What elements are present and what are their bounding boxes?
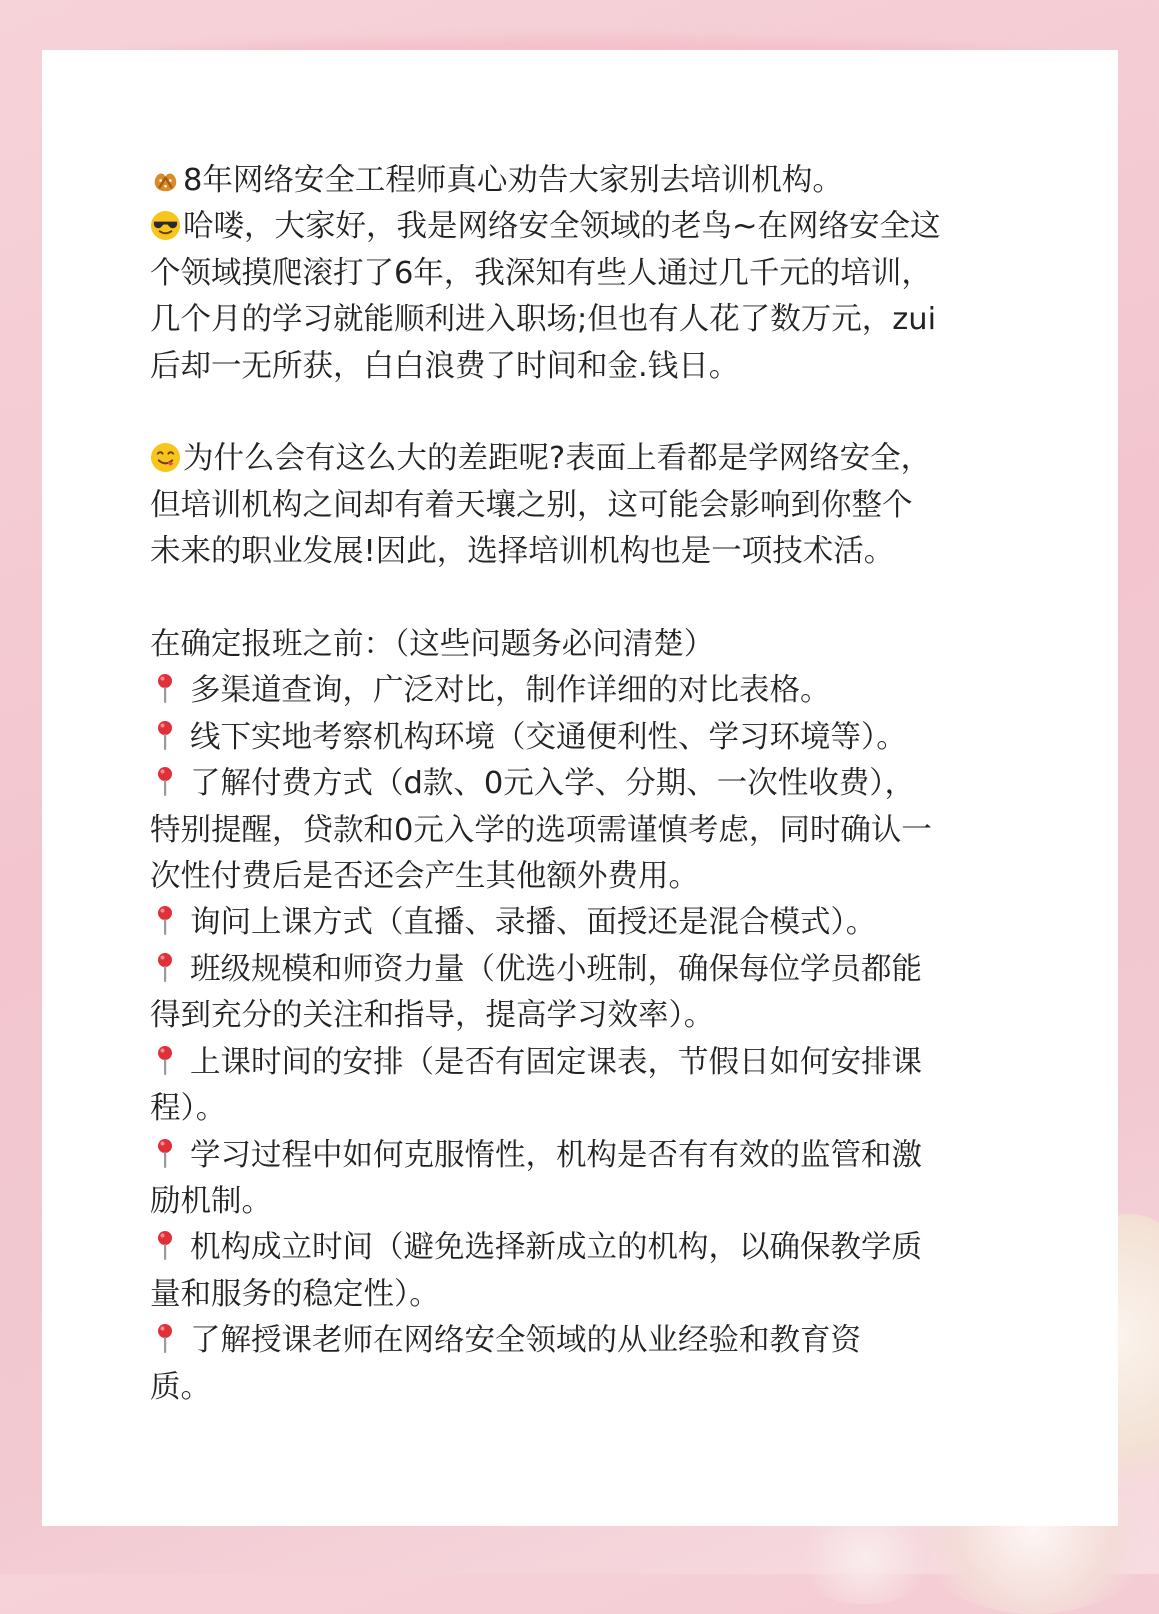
checklist-item-line — [150, 947, 1020, 993]
checklist-item-text: 程）。 — [150, 1091, 227, 1127]
checklist-item-text: 线下实地考察机构环境（交通便利性、学习环境等）。 — [190, 719, 907, 755]
title-line — [150, 158, 1020, 204]
intro-text: 哈喽，大家好，我是网络安全领域的老鸟~在网络安全这 — [183, 209, 941, 245]
note-card — [42, 50, 1118, 1526]
paragraph-spacer — [150, 576, 1020, 622]
checklist-item-line — [150, 900, 1020, 946]
checklist-item-line — [150, 1318, 1020, 1364]
checklist-item-text: 特别提醒，贷款和0元入学的选项需谨慎考虑，同时确认一 — [150, 812, 932, 848]
checklist-item-line — [150, 993, 1020, 1039]
title-text: 8年网络安全工程师真心劝告大家别去培训机构。 — [183, 163, 843, 198]
checklist-item-line — [150, 1086, 1020, 1132]
question-line — [150, 436, 1020, 482]
checklist-heading: 在确定报班之前：（这些问题务必问清楚） — [150, 627, 715, 663]
checklist-item-line — [150, 1179, 1020, 1225]
round-pushpin-icon — [154, 1045, 176, 1077]
decorative-flower — [790, 1514, 940, 1604]
intro-line: 几个月的学习就能顺利进入职场;但也有人花了数万元，zui — [150, 302, 937, 338]
checklist-item-text: 多渠道查询，广泛对比，制作详细的对比表格。 — [190, 673, 831, 709]
checklist-item-text: 机构成立时间（避免选择新成立的机构，以确保教学质 — [190, 1230, 922, 1266]
question-text: 为什么会有这么大的差距呢?表面上看都是学网络安全， — [183, 441, 932, 477]
checklist-item-line — [150, 808, 1020, 854]
checklist-item-line — [150, 1365, 1020, 1411]
checklist-item-text: 励机制。 — [150, 1183, 272, 1219]
sunglasses-face-icon — [150, 210, 181, 241]
checklist-item-text: 次性付费后是否还会产生其他额外费用。 — [150, 859, 699, 895]
round-pushpin-icon — [154, 673, 176, 705]
round-pushpin-icon — [154, 1323, 176, 1355]
checklist-item-text: 上课时间的安排（是否有固定课表，节假日如何安排课 — [190, 1044, 922, 1080]
checklist-item-text: 学习过程中如何克服惰性，机构是否有有效的监管和激 — [190, 1137, 922, 1173]
round-pushpin-icon — [154, 1230, 176, 1262]
checklist-item-text: 质。 — [150, 1369, 211, 1405]
paragraph-spacer — [150, 390, 1020, 436]
intro-line — [150, 204, 1020, 250]
yum-face-icon — [150, 442, 181, 473]
round-pushpin-icon — [154, 720, 176, 752]
question-line: 但培训机构之间却有着天壤之别，这可能会影响到你整个 — [150, 487, 913, 523]
checklist-item-text: 班级规模和师资力量（优选小班制，确保每位学员都能 — [190, 951, 922, 987]
checklist-item-line — [150, 1225, 1020, 1271]
checklist-item-text: 得到充分的关注和指导，提高学习效率）。 — [150, 998, 715, 1034]
intro-line: 个领域摸爬滚打了6年，我深知有些人通过几千元的培训， — [150, 255, 932, 291]
note-body — [150, 158, 1020, 1411]
checklist-item-text: 了解付费方式（d款、0元入学、分期、一次性收费）， — [190, 766, 916, 802]
checklist-item-text: 量和服务的稳定性）。 — [150, 1276, 440, 1312]
intro-line: 后却一无所获，白白浪费了时间和金.钱日。 — [150, 348, 740, 384]
checklist — [150, 668, 1020, 1411]
round-pushpin-icon — [154, 952, 176, 984]
pretzel-icon — [150, 164, 181, 195]
checklist-item-line — [150, 1133, 1020, 1179]
checklist-item-line — [150, 715, 1020, 761]
checklist-item-text: 了解授课老师在网络安全领域的从业经验和教育资 — [190, 1323, 861, 1359]
question-line: 未来的职业发展!因此，选择培训机构也是一项技术活。 — [150, 534, 895, 570]
round-pushpin-icon — [154, 766, 176, 798]
checklist-item-line — [150, 1272, 1020, 1318]
checklist-item-line — [150, 1040, 1020, 1086]
round-pushpin-icon — [154, 905, 176, 937]
round-pushpin-icon — [154, 1138, 176, 1170]
checklist-item-line — [150, 854, 1020, 900]
checklist-item-line — [150, 668, 1020, 714]
checklist-item-line — [150, 761, 1020, 807]
checklist-item-text: 询问上课方式（直播、录播、面授还是混合模式）。 — [190, 905, 877, 941]
